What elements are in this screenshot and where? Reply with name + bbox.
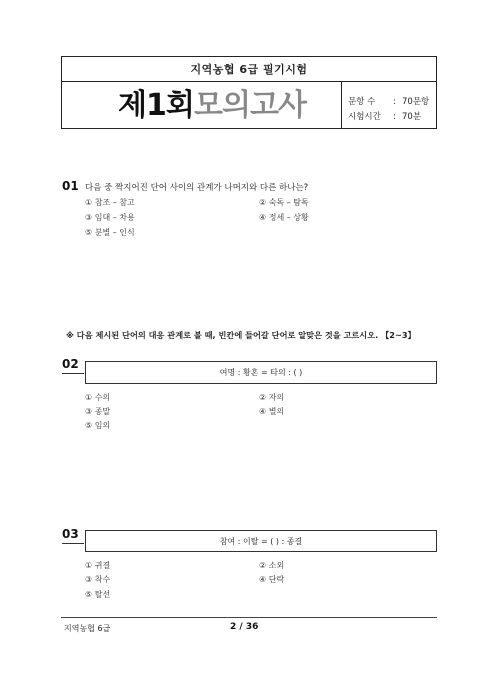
info-value: 70문항 — [402, 97, 430, 107]
option-3: ③ 종말 — [85, 407, 111, 416]
option-5: ⑤ 탈선 — [85, 590, 111, 599]
info-value: 70분 — [402, 112, 422, 122]
info-exam-time — [348, 110, 421, 122]
option-5: ⑤ 분별 – 인식 — [85, 228, 135, 237]
info-colon: : — [393, 112, 396, 122]
box-text: 참여 : 이탈 = ( ) : 종결 — [219, 536, 303, 546]
option-1: ① 귀결 — [85, 561, 111, 570]
footer-divider — [61, 617, 437, 618]
footer-title: 지역농협 6급 — [64, 624, 111, 633]
option-2: ② 소외 — [259, 561, 285, 570]
exam-name: 지역농협 6급 필기시험 — [61, 56, 437, 82]
info-key: 시험시간 — [348, 112, 381, 122]
option-2: ② 숙독 – 탐독 — [259, 198, 309, 207]
question-box — [85, 361, 437, 384]
info-key: 문항 수 — [348, 97, 376, 107]
option-1: ① 수의 — [85, 393, 111, 402]
question-underline — [62, 543, 84, 544]
question-underline — [62, 373, 84, 374]
title-main: 제1회 — [118, 88, 194, 123]
title-sub: 모의고사 — [194, 88, 306, 123]
question-text: 다음 중 짝지어진 단어 사이의 관계가 나머지와 다른 하나는? — [85, 183, 309, 193]
option-2: ② 자의 — [259, 393, 285, 402]
info-colon: : — [393, 97, 396, 107]
header-divider — [341, 82, 342, 129]
option-3: ③ 임대 – 차용 — [85, 213, 135, 222]
option-4: ④ 별의 — [259, 407, 285, 416]
question-number: 02 — [62, 357, 79, 371]
question-number: 01 — [62, 179, 79, 193]
option-4: ④ 단락 — [259, 575, 285, 584]
option-3: ③ 착수 — [85, 575, 111, 584]
page-number: 2 / 36 — [230, 622, 259, 632]
box-text: 여명 : 황혼 = 타의 : ( ) — [219, 368, 303, 377]
question-box — [85, 530, 437, 552]
info-question-count — [348, 95, 429, 107]
option-4: ④ 정세 – 상황 — [259, 213, 309, 222]
question-number: 03 — [62, 527, 79, 541]
instruction: ※ 다음 제시된 단어의 대응 관계로 볼 때, 빈칸에 들어갈 단어로 알맞은 것을 고르시오. 【2~3】 — [66, 330, 416, 340]
option-5: ⑤ 임의 — [85, 421, 111, 430]
option-1: ① 참조 – 참고 — [85, 198, 135, 207]
